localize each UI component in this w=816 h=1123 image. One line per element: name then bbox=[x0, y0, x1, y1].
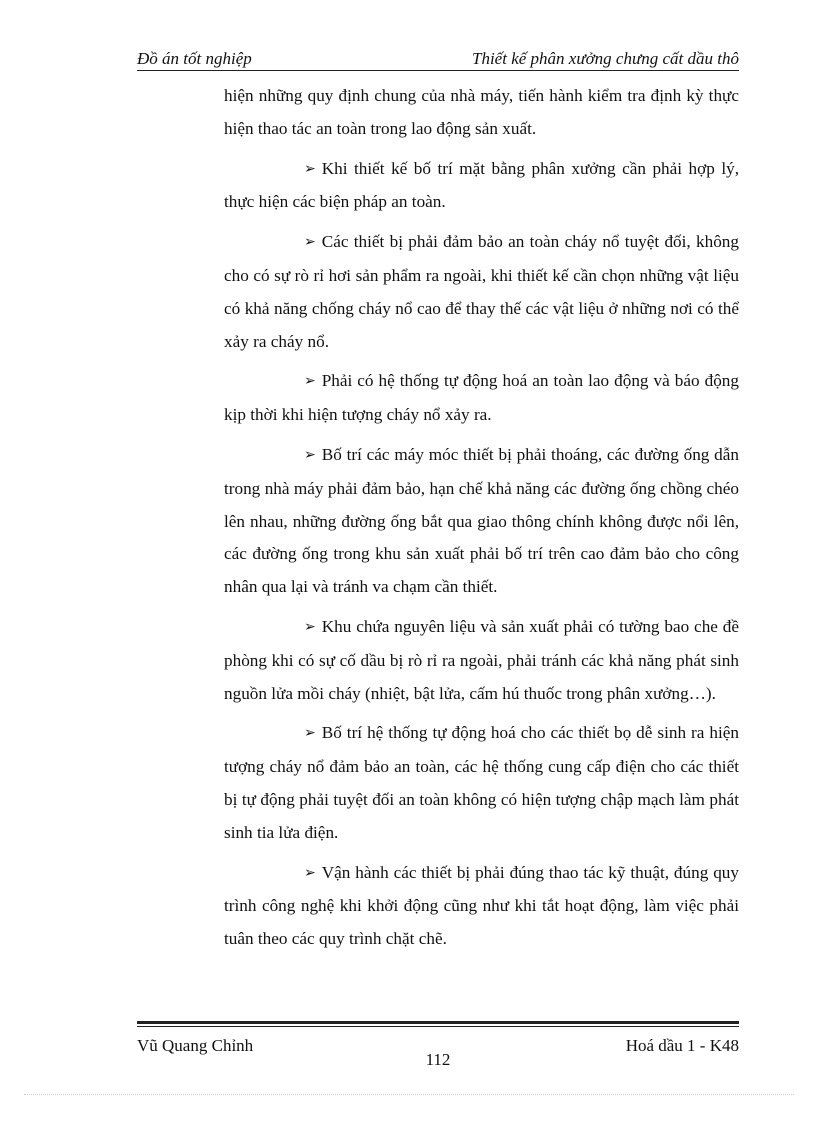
paragraph-text: hiện những quy định chung của nhà máy, tiến hành kiểm tra định kỳ thực hiện thao tác an toàn trong lao động sản xuất. bbox=[224, 86, 739, 138]
bullet-text: Bố trí hệ thống tự động hoá cho các thiết bọ dễ sinh ra hiện tượng cháy nổ đảm bảo an toàn, các hệ thống cung cấp điện cho các thiết bị tự động phải tuyệt đối an toàn không có hiện tượng chập mạch làm phát sinh tia lửa điện. bbox=[224, 723, 739, 842]
page-header bbox=[137, 47, 739, 71]
footer-divider-thick bbox=[137, 1021, 739, 1024]
bullet-item bbox=[224, 153, 739, 220]
paragraph-continuation bbox=[224, 80, 739, 146]
bullet-item bbox=[224, 857, 739, 956]
arrow-bullet-icon: ➢ bbox=[304, 619, 316, 635]
page-number: 112 bbox=[425, 1050, 451, 1069]
arrow-bullet-icon: ➢ bbox=[304, 865, 316, 881]
bullet-item bbox=[224, 365, 739, 432]
arrow-bullet-icon: ➢ bbox=[304, 161, 316, 177]
bullet-text: Phải có hệ thống tự động hoá an toàn lao động và báo động kịp thời khi hiện tượng cháy nổ xảy ra. bbox=[224, 371, 739, 425]
bullet-item bbox=[224, 717, 739, 849]
arrow-bullet-icon: ➢ bbox=[304, 447, 316, 463]
bullet-text: Khi thiết kế bố trí mặt bằng phân xưởng cần phải hợp lý, thực hiện các biện pháp an toàn. bbox=[224, 158, 739, 212]
body-text bbox=[224, 80, 739, 963]
page-edge-dotted-line bbox=[24, 1094, 794, 1095]
header-document-type: Đồ án tốt nghiệp bbox=[137, 49, 252, 68]
bullet-item bbox=[224, 226, 739, 358]
footer-author: Vũ Quang Chỉnh bbox=[137, 1036, 254, 1055]
arrow-bullet-icon: ➢ bbox=[304, 726, 316, 742]
bullet-item bbox=[224, 439, 739, 604]
bullet-text: Các thiết bị phải đảm bảo an toàn cháy nổ tuyệt đối, không cho có sự rò rỉ hơi sản phẩm ra ngoài, khi thiết kế cần chọn những vật liệu có khả năng chống cháy nổ cao để thay thế các vật liệu ở những nơi có thể xảy ra cháy nổ. bbox=[224, 232, 739, 351]
header-divider bbox=[137, 70, 739, 71]
bullet-text: Bố trí các máy móc thiết bị phải thoáng, các đường ống dẫn trong nhà máy phải đảm bảo, hạn chế khả năng các đường ống chồng chéo lên nhau, những đường ống bắt qua giao thông chính không được nổi lên, các đường ống trong khu sản xuất phải bố trí trên cao đảm bảo cho công nhân qua lại và tránh va chạm cần thiết. bbox=[224, 444, 739, 597]
header-document-title: Thiết kế phân xưởng chưng cất dầu thô bbox=[472, 49, 739, 68]
bullet-text: Vận hành các thiết bị phải đúng thao tác kỹ thuật, đúng quy trình công nghệ khi khởi động cũng như khi tắt hoạt động, làm việc phải tuân theo các quy trình chặt chẽ. bbox=[224, 862, 739, 949]
footer-class: Hoá dầu 1 - K48 bbox=[625, 1036, 739, 1055]
bullet-text: Khu chứa nguyên liệu và sản xuất phải có tường bao che đề phòng khi có sự cố dầu bị rò rỉ ra ngoài, phải tránh các khả năng phát sinh nguồn lửa mồi cháy (nhiệt, bật lửa, cấm hú thuốc trong phân xưởng…). bbox=[224, 616, 739, 703]
arrow-bullet-icon: ➢ bbox=[304, 374, 316, 390]
arrow-bullet-icon: ➢ bbox=[304, 235, 316, 251]
bullet-item bbox=[224, 611, 739, 710]
footer-divider-thin bbox=[137, 1026, 739, 1027]
